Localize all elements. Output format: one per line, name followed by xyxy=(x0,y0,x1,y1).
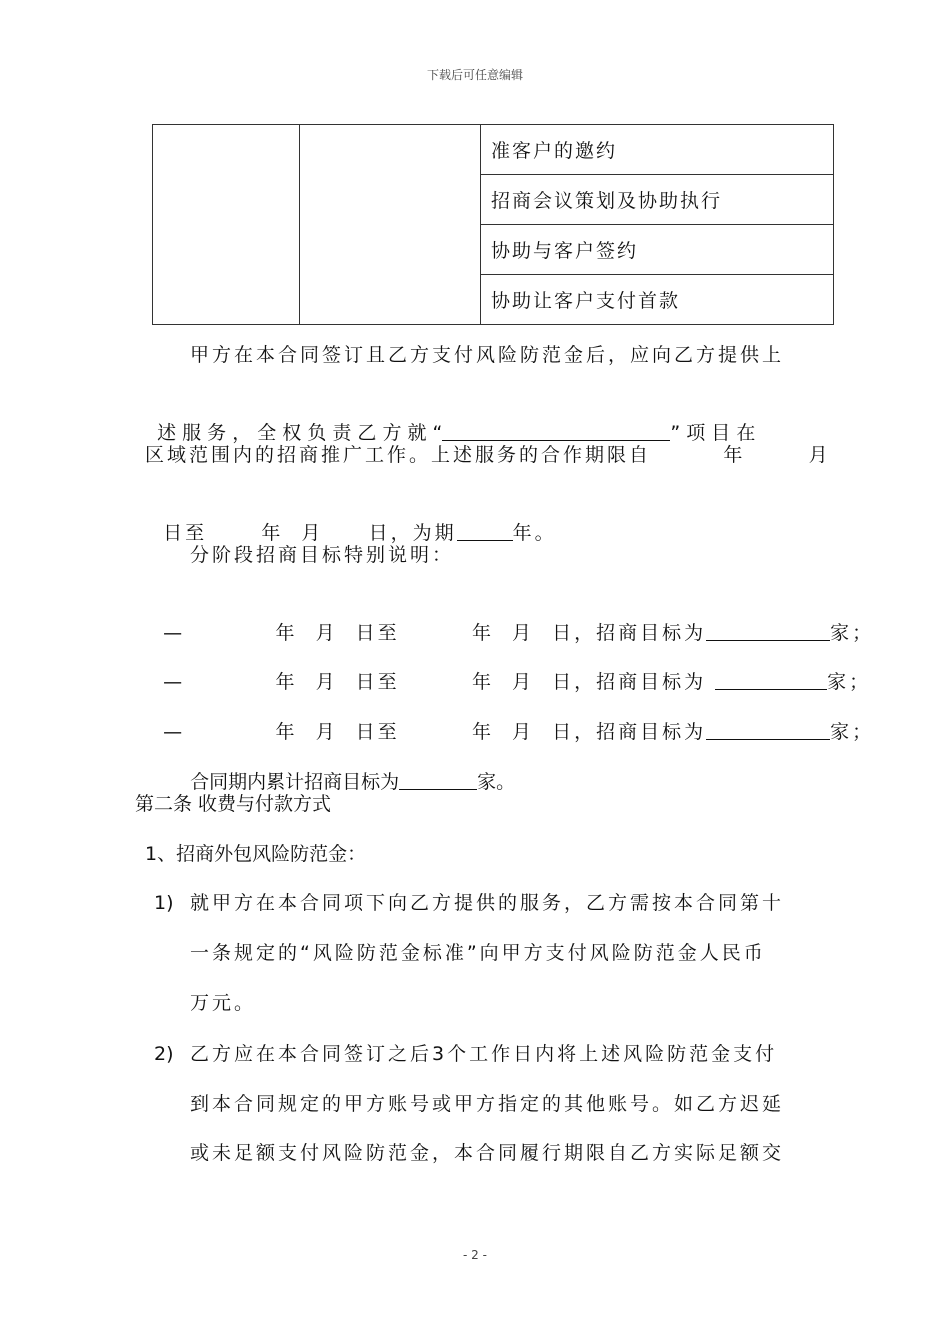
stage-unit: 家； xyxy=(830,721,875,743)
stages-title: 分阶段招商目标特别说明： xyxy=(190,544,455,566)
article-title: 第二条 收费与付款方式 xyxy=(135,793,332,815)
paragraph-line: 就甲方在本合同项下向乙方提供的服务，乙方需按本合同第十 xyxy=(190,892,785,914)
total-target-unit: 家。 xyxy=(477,771,516,793)
section-heading: 1、招商外包风险防范金： xyxy=(145,843,367,865)
page-header: 下载后可任意编辑 xyxy=(426,68,523,82)
paragraph-text: 年。 xyxy=(512,522,557,544)
paragraph-line: 乙方应在本合同签订之后3个工作日内将上述风险防范金支付 xyxy=(190,1043,778,1065)
page-number: - 2 - xyxy=(463,1248,487,1262)
target-count-blank xyxy=(715,669,827,690)
list-number: 2) xyxy=(154,1043,174,1065)
table-cell-empty-2 xyxy=(300,125,481,325)
paragraph-text: 述 服 务 ， 全 权 负 责 乙 方 就 “ xyxy=(157,422,443,444)
paragraph-line xyxy=(145,491,557,547)
paragraph-line: 万元。 xyxy=(190,992,257,1014)
paragraph-text: ” 项 目 在 xyxy=(670,422,756,444)
total-target-line xyxy=(178,740,515,796)
table-cell-empty-1 xyxy=(153,125,300,325)
list-number: 1) xyxy=(154,892,174,914)
total-target-blank xyxy=(399,769,477,790)
table-cell-service: 准客户的邀约 xyxy=(481,125,834,175)
paragraph-line: 甲方在本合同签订且乙方支付风险防范金后，应向乙方提供上 xyxy=(190,344,785,366)
table-cell-service: 协助与客户签约 xyxy=(481,225,834,275)
total-target-text: 合同期内累计招商目标为 xyxy=(190,771,400,793)
table-cell-service: 招商会议策划及协助执行 xyxy=(481,175,834,225)
stage-item xyxy=(145,591,874,647)
service-table xyxy=(152,124,834,325)
paragraph-line: 或未足额支付风险防范金，本合同履行期限自乙方实际足额交 xyxy=(190,1142,785,1164)
stage-unit: 家； xyxy=(830,622,875,644)
stage-text: — 年 月 日至 年 月 日，招商目标为 xyxy=(163,721,707,743)
stage-text: — 年 月 日至 年 月 日，招商目标为 xyxy=(163,622,707,644)
table-cell-service: 协助让客户支付首款 xyxy=(481,275,834,325)
term-years-blank xyxy=(457,520,513,541)
table-row xyxy=(153,125,834,175)
stage-item xyxy=(145,640,871,696)
paragraph-line xyxy=(145,391,755,447)
stage-text: — 年 月 日至 年 月 日，招商目标为 xyxy=(163,671,716,693)
target-count-blank xyxy=(706,719,830,740)
project-name-blank xyxy=(442,420,670,441)
stage-item xyxy=(145,690,874,746)
paragraph-line: 一条规定的“风险防范金标准”向甲方支付风险防范金人民币 xyxy=(190,942,766,964)
paragraph-line: 区域范围内的招商推广工作。上述服务的合作期限自 年 月 xyxy=(145,444,831,466)
paragraph-line: 到本合同规定的甲方账号或甲方指定的其他账号。如乙方迟延 xyxy=(190,1093,785,1115)
stage-unit: 家； xyxy=(827,671,872,693)
paragraph-text: 日至 年 月 日，为期 xyxy=(163,522,457,544)
target-count-blank xyxy=(706,620,830,641)
